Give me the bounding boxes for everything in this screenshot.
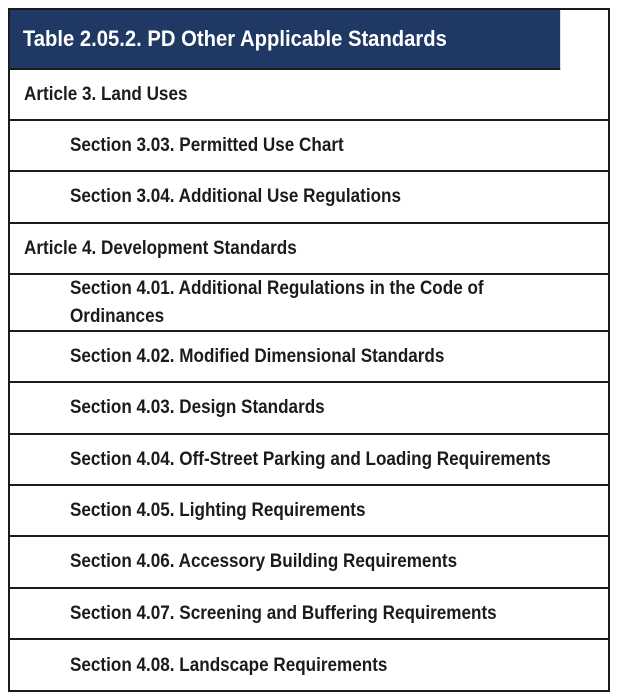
row-label: Section 4.08. Landscape Requirements — [70, 654, 388, 676]
table-row-section-4-08 — [10, 640, 608, 691]
table-row-section-3-04 — [10, 172, 608, 224]
table-row-article-4 — [10, 224, 608, 275]
table-row-article-3 — [10, 70, 608, 121]
table-row-section-4-07 — [10, 589, 608, 640]
row-label: Section 3.04. Additional Use Regulations — [70, 186, 401, 207]
row-label: Article 3. Land Uses — [24, 83, 188, 105]
table-row-section-3-03 — [10, 121, 608, 172]
table-row-section-4-01 — [10, 275, 608, 332]
row-label: Section 4.01. Additional Regulations in the Code of Ordinances — [70, 277, 484, 327]
row-label: Section 4.05. Lighting Requirements — [70, 499, 366, 521]
table-row-section-4-02 — [10, 332, 608, 383]
table-row-section-4-06 — [10, 537, 608, 589]
table-title: Table 2.05.2. PD Other Applicable Standards — [10, 10, 560, 70]
standards-table — [8, 8, 610, 692]
row-label: Article 4. Development Standards — [24, 237, 297, 259]
row-label: Section 4.06. Accessory Building Requirements — [70, 551, 458, 572]
row-label: Section 4.03. Design Standards — [70, 397, 325, 418]
table-row-section-4-04 — [10, 435, 608, 486]
row-label: Section 4.07. Screening and Buffering Requirements — [70, 602, 497, 624]
row-label: Section 4.04. Off-Street Parking and Loading Requirements — [70, 448, 551, 470]
table-row-section-4-03 — [10, 383, 608, 435]
row-label: Section 3.03. Permitted Use Chart — [70, 134, 344, 156]
row-label: Section 4.02. Modified Dimensional Standards — [70, 345, 445, 367]
table-row-section-4-05 — [10, 486, 608, 537]
